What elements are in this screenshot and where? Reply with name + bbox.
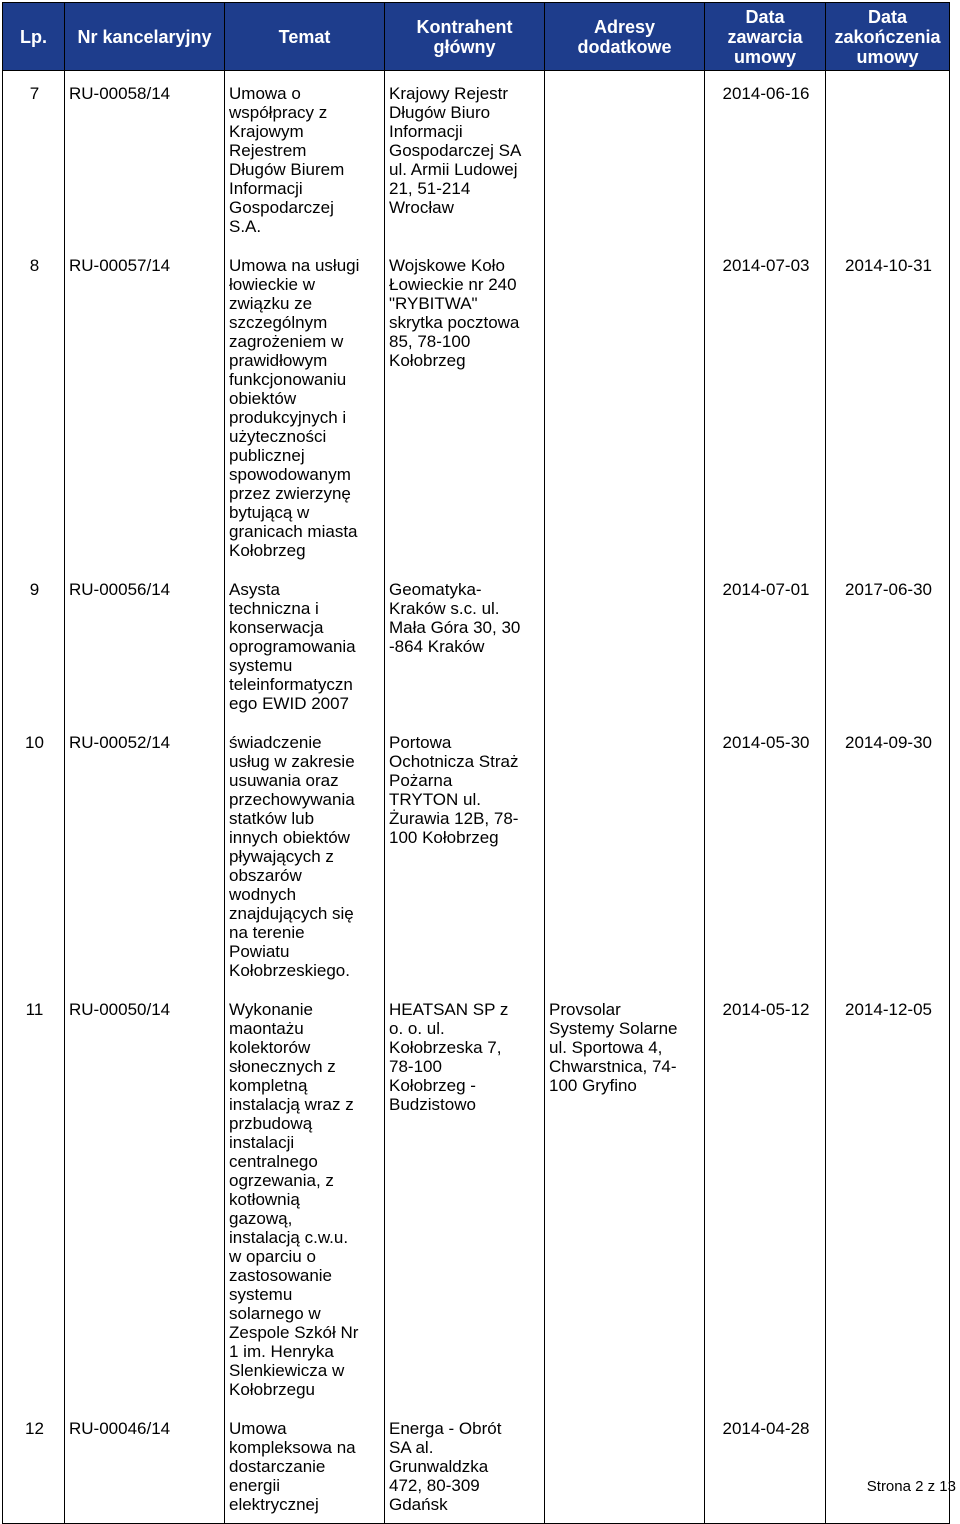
contracts-table — [2, 2, 950, 1524]
cell-nr: RU-00046/14 — [65, 1408, 225, 1524]
cell-data-zakonczenia — [826, 71, 950, 246]
cell-adresy — [545, 1408, 705, 1524]
cell-lp: 10 — [3, 722, 65, 989]
page-number: Strona 2 z 13 — [866, 1478, 956, 1495]
cell-adresy — [545, 71, 705, 246]
table-row — [3, 722, 950, 989]
table-row — [3, 569, 950, 722]
cell-kontrahent: Krajowy Rejestr Długów Biuro Informacji Gospodarczej SA ul. Armii Ludowej 21, 51-214 Wrocław — [385, 71, 545, 246]
cell-data-zawarcia: 2014-04-28 — [705, 1408, 826, 1524]
cell-lp: 9 — [3, 569, 65, 722]
table-header — [3, 3, 950, 71]
cell-kontrahent: Portowa Ochotnicza Straż Pożarna TRYTON ul. Żurawia 12B, 78- 100 Kołobrzeg — [385, 722, 545, 989]
cell-temat: Umowa kompleksowa na dostarczanie energii elektrycznej — [225, 1408, 385, 1524]
cell-nr: RU-00050/14 — [65, 989, 225, 1408]
cell-adresy — [545, 245, 705, 569]
cell-data-zawarcia: 2014-05-30 — [705, 722, 826, 989]
cell-nr: RU-00058/14 — [65, 71, 225, 246]
header-data-zakonczenia: Data zakończenia umowy — [826, 3, 950, 71]
cell-data-zakonczenia: 2014-10-31 — [826, 245, 950, 569]
cell-data-zawarcia: 2014-07-01 — [705, 569, 826, 722]
table-row — [3, 1408, 950, 1524]
header-lp: Lp. — [3, 3, 65, 71]
header-temat: Temat — [225, 3, 385, 71]
header-data-zawarcia: Data zawarcia umowy — [705, 3, 826, 71]
cell-nr: RU-00057/14 — [65, 245, 225, 569]
cell-data-zakonczenia: 2014-09-30 — [826, 722, 950, 989]
cell-lp: 8 — [3, 245, 65, 569]
cell-adresy: Provsolar Systemy Solarne ul. Sportowa 4, Chwarstnica, 74- 100 Gryfino — [545, 989, 705, 1408]
cell-lp: 11 — [3, 989, 65, 1408]
table-row — [3, 71, 950, 246]
cell-temat: Wykonanie maontażu kolektorów słonecznych z kompletną instalacją wraz z przbudową instalacji centralnego ogrzewania, z kotłownią gazową, instalacją c.w.u. w oparciu o zastosowanie systemu solarnego w Zespole Szkół Nr 1 im. Henryka Slenkiewicza w Kołobrzegu — [225, 989, 385, 1408]
table-body — [3, 71, 950, 1524]
cell-nr: RU-00052/14 — [65, 722, 225, 989]
cell-data-zawarcia: 2014-07-03 — [705, 245, 826, 569]
cell-data-zakonczenia: 2014-12-05 — [826, 989, 950, 1408]
cell-temat: Asysta techniczna i konserwacja oprogramowania systemu teleinformatyczn ego EWID 2007 — [225, 569, 385, 722]
header-kontrahent: Kontrahent główny — [385, 3, 545, 71]
cell-nr: RU-00056/14 — [65, 569, 225, 722]
header-nr-kancelaryjny: Nr kancelaryjny — [65, 3, 225, 71]
cell-temat: Umowa o współpracy z Krajowym Rejestrem Długów Biurem Informacji Gospodarczej S.A. — [225, 71, 385, 246]
cell-temat: Umowa na usługi łowieckie w związku ze szczególnym zagrożeniem w prawidłowym funkcjonowaniu obiektów produkcyjnych i użyteczności publicznej spowodowanym przez zwierzynę bytującą w granicach miasta Kołobrzeg — [225, 245, 385, 569]
cell-data-zakonczenia: 2017-06-30 — [826, 569, 950, 722]
cell-lp: 12 — [3, 1408, 65, 1524]
cell-kontrahent: Geomatyka- Kraków s.c. ul. Mała Góra 30, 30 -864 Kraków — [385, 569, 545, 722]
cell-adresy — [545, 569, 705, 722]
cell-data-zawarcia: 2014-05-12 — [705, 989, 826, 1408]
cell-kontrahent: Energa - Obrót SA al. Grunwaldzka 472, 80-309 Gdańsk — [385, 1408, 545, 1524]
cell-temat: świadczenie usług w zakresie usuwania oraz przechowywania statków lub innych obiektów pływających z obszarów wodnych znajdujących się na terenie Powiatu Kołobrzeskiego. — [225, 722, 385, 989]
cell-kontrahent: Wojskowe Koło Łowieckie nr 240 "RYBITWA" skrytka pocztowa 85, 78-100 Kołobrzeg — [385, 245, 545, 569]
cell-data-zawarcia: 2014-06-16 — [705, 71, 826, 246]
cell-adresy — [545, 722, 705, 989]
cell-data-zakonczenia — [826, 1408, 950, 1524]
header-adresy: Adresy dodatkowe — [545, 3, 705, 71]
table-row — [3, 245, 950, 569]
cell-lp: 7 — [3, 71, 65, 246]
table-row — [3, 989, 950, 1408]
cell-kontrahent: HEATSAN SP z o. o. ul. Kołobrzeska 7, 78-100 Kołobrzeg - Budzistowo — [385, 989, 545, 1408]
